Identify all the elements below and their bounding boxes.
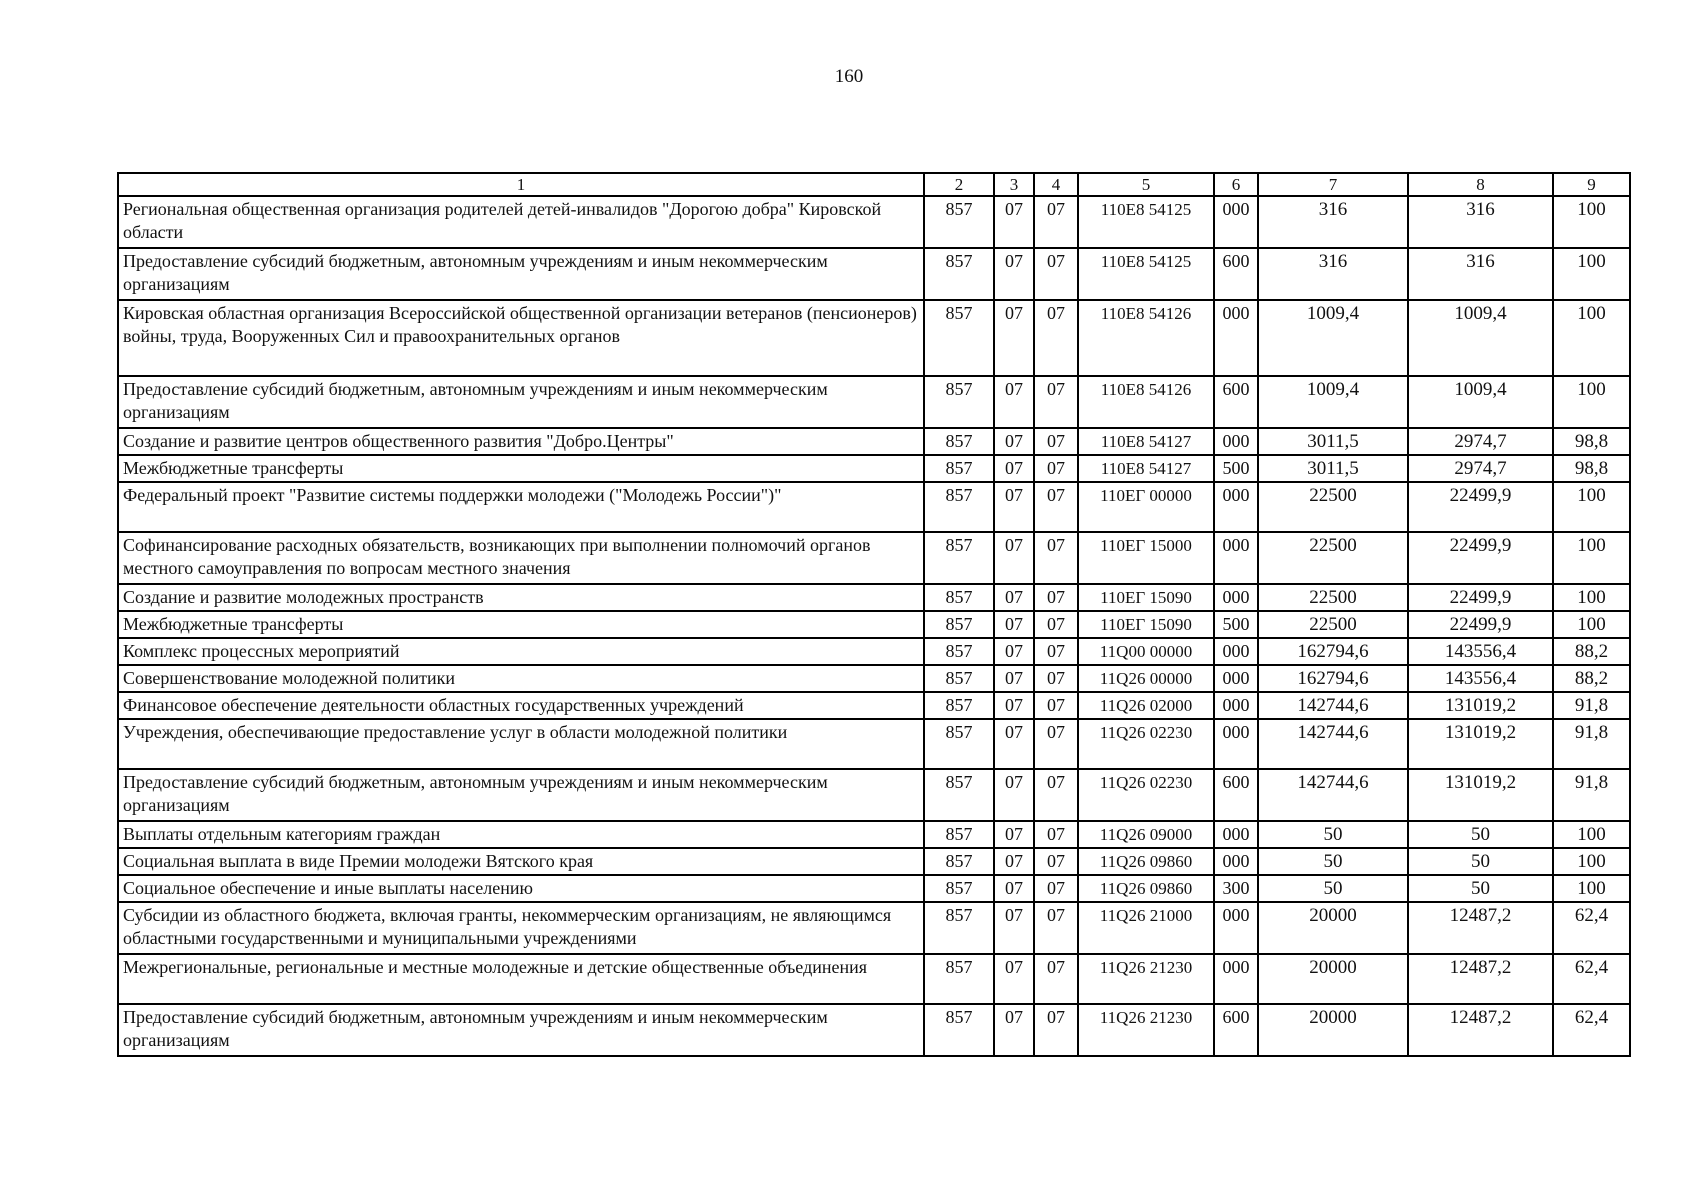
- executed-amount-cell: 131019,2: [1408, 692, 1553, 719]
- target-article-cell: 11Q26 09000: [1078, 821, 1214, 848]
- target-article-cell: 110ЕГ 15090: [1078, 584, 1214, 611]
- subsection-cell: 07: [1034, 196, 1078, 248]
- subsection-cell: 07: [1034, 638, 1078, 665]
- table-row: [118, 611, 1630, 638]
- ministry-code-cell: 857: [924, 848, 994, 875]
- column-header: 3: [994, 173, 1034, 196]
- expense-type-cell: 000: [1214, 532, 1258, 584]
- target-article-cell: 110E8 54127: [1078, 428, 1214, 455]
- ministry-code-cell: 857: [924, 902, 994, 954]
- ministry-code-cell: 857: [924, 300, 994, 376]
- target-article-cell: 11Q26 09860: [1078, 875, 1214, 902]
- ministry-code-cell: 857: [924, 196, 994, 248]
- section-cell: 07: [994, 196, 1034, 248]
- column-header: 2: [924, 173, 994, 196]
- executed-amount-cell: 22499,9: [1408, 611, 1553, 638]
- table-row: [118, 248, 1630, 300]
- section-cell: 07: [994, 769, 1034, 821]
- planned-amount-cell: 3011,5: [1258, 455, 1408, 482]
- executed-amount-cell: 316: [1408, 248, 1553, 300]
- execution-percent-cell: 100: [1553, 875, 1630, 902]
- table-row: [118, 1004, 1630, 1056]
- table-row: [118, 196, 1630, 248]
- section-cell: 07: [994, 532, 1034, 584]
- planned-amount-cell: 1009,4: [1258, 376, 1408, 428]
- section-cell: 07: [994, 248, 1034, 300]
- section-cell: 07: [994, 875, 1034, 902]
- target-article-cell: 110ЕГ 15000: [1078, 532, 1214, 584]
- column-header: 9: [1553, 173, 1630, 196]
- planned-amount-cell: 22500: [1258, 584, 1408, 611]
- subsection-cell: 07: [1034, 719, 1078, 769]
- execution-percent-cell: 100: [1553, 300, 1630, 376]
- target-article-cell: 11Q26 02230: [1078, 719, 1214, 769]
- execution-percent-cell: 100: [1553, 848, 1630, 875]
- planned-amount-cell: 20000: [1258, 954, 1408, 1004]
- section-cell: 07: [994, 455, 1034, 482]
- planned-amount-cell: 22500: [1258, 482, 1408, 532]
- subsection-cell: 07: [1034, 769, 1078, 821]
- planned-amount-cell: 20000: [1258, 1004, 1408, 1056]
- item-name-cell: Межрегиональные, региональные и местные молодежные и детские общественные объединения: [118, 954, 924, 1004]
- table-row: [118, 665, 1630, 692]
- section-cell: 07: [994, 719, 1034, 769]
- ministry-code-cell: 857: [924, 821, 994, 848]
- table-row: [118, 954, 1630, 1004]
- executed-amount-cell: 50: [1408, 821, 1553, 848]
- planned-amount-cell: 142744,6: [1258, 769, 1408, 821]
- planned-amount-cell: 3011,5: [1258, 428, 1408, 455]
- expense-type-cell: 000: [1214, 196, 1258, 248]
- item-name-cell: Кировская областная организация Всероссийской общественной организации ветеранов (пенсионеров) войны, труда, Вооруженных Сил и правоохранительных органов: [118, 300, 924, 376]
- execution-percent-cell: 100: [1553, 584, 1630, 611]
- expense-type-cell: 000: [1214, 300, 1258, 376]
- section-cell: 07: [994, 300, 1034, 376]
- item-name-cell: Предоставление субсидий бюджетным, автономным учреждениям и иным некоммерческим организациям: [118, 376, 924, 428]
- section-cell: 07: [994, 376, 1034, 428]
- planned-amount-cell: 22500: [1258, 611, 1408, 638]
- target-article-cell: 11Q26 00000: [1078, 665, 1214, 692]
- subsection-cell: 07: [1034, 455, 1078, 482]
- execution-percent-cell: 91,8: [1553, 692, 1630, 719]
- expense-type-cell: 600: [1214, 769, 1258, 821]
- executed-amount-cell: 131019,2: [1408, 769, 1553, 821]
- execution-percent-cell: 62,4: [1553, 954, 1630, 1004]
- table-row: [118, 692, 1630, 719]
- table-row: [118, 584, 1630, 611]
- ministry-code-cell: 857: [924, 692, 994, 719]
- item-name-cell: Софинансирование расходных обязательств, возникающих при выполнении полномочий органов местного самоуправления по вопросам местного значения: [118, 532, 924, 584]
- item-name-cell: Предоставление субсидий бюджетным, автономным учреждениям и иным некоммерческим организациям: [118, 1004, 924, 1056]
- subsection-cell: 07: [1034, 1004, 1078, 1056]
- planned-amount-cell: 162794,6: [1258, 665, 1408, 692]
- item-name-cell: Социальное обеспечение и иные выплаты населению: [118, 875, 924, 902]
- item-name-cell: Социальная выплата в виде Премии молодежи Вятского края: [118, 848, 924, 875]
- item-name-cell: Межбюджетные трансферты: [118, 611, 924, 638]
- subsection-cell: 07: [1034, 482, 1078, 532]
- execution-percent-cell: 100: [1553, 821, 1630, 848]
- execution-percent-cell: 91,8: [1553, 769, 1630, 821]
- item-name-cell: Совершенствование молодежной политики: [118, 665, 924, 692]
- target-article-cell: 11Q26 21230: [1078, 1004, 1214, 1056]
- expense-type-cell: 000: [1214, 954, 1258, 1004]
- planned-amount-cell: 162794,6: [1258, 638, 1408, 665]
- table-row: [118, 455, 1630, 482]
- subsection-cell: 07: [1034, 300, 1078, 376]
- target-article-cell: 110E8 54127: [1078, 455, 1214, 482]
- subsection-cell: 07: [1034, 875, 1078, 902]
- planned-amount-cell: 22500: [1258, 532, 1408, 584]
- target-article-cell: 11Q00 00000: [1078, 638, 1214, 665]
- table-row: [118, 300, 1630, 376]
- execution-percent-cell: 62,4: [1553, 902, 1630, 954]
- target-article-cell: 110E8 54125: [1078, 196, 1214, 248]
- item-name-cell: Финансовое обеспечение деятельности областных государственных учреждений: [118, 692, 924, 719]
- executed-amount-cell: 316: [1408, 196, 1553, 248]
- ministry-code-cell: 857: [924, 428, 994, 455]
- subsection-cell: 07: [1034, 611, 1078, 638]
- item-name-cell: Комплекс процессных мероприятий: [118, 638, 924, 665]
- target-article-cell: 110E8 54125: [1078, 248, 1214, 300]
- planned-amount-cell: 20000: [1258, 902, 1408, 954]
- subsection-cell: 07: [1034, 584, 1078, 611]
- section-cell: 07: [994, 902, 1034, 954]
- expense-type-cell: 600: [1214, 1004, 1258, 1056]
- table-body: [118, 196, 1630, 1056]
- item-name-cell: Предоставление субсидий бюджетным, автономным учреждениям и иным некоммерческим организациям: [118, 769, 924, 821]
- expense-type-cell: 600: [1214, 248, 1258, 300]
- expense-type-cell: 500: [1214, 455, 1258, 482]
- section-cell: 07: [994, 821, 1034, 848]
- target-article-cell: 11Q26 09860: [1078, 848, 1214, 875]
- ministry-code-cell: 857: [924, 376, 994, 428]
- table-row: [118, 532, 1630, 584]
- section-cell: 07: [994, 482, 1034, 532]
- planned-amount-cell: 50: [1258, 875, 1408, 902]
- subsection-cell: 07: [1034, 665, 1078, 692]
- target-article-cell: 110E8 54126: [1078, 300, 1214, 376]
- target-article-cell: 11Q26 21000: [1078, 902, 1214, 954]
- expense-type-cell: 000: [1214, 692, 1258, 719]
- execution-percent-cell: 88,2: [1553, 665, 1630, 692]
- execution-percent-cell: 100: [1553, 376, 1630, 428]
- expense-type-cell: 000: [1214, 428, 1258, 455]
- executed-amount-cell: 2974,7: [1408, 455, 1553, 482]
- planned-amount-cell: 50: [1258, 848, 1408, 875]
- ministry-code-cell: 857: [924, 455, 994, 482]
- executed-amount-cell: 50: [1408, 848, 1553, 875]
- execution-percent-cell: 100: [1553, 196, 1630, 248]
- ministry-code-cell: 857: [924, 638, 994, 665]
- executed-amount-cell: 22499,9: [1408, 584, 1553, 611]
- target-article-cell: 11Q26 02000: [1078, 692, 1214, 719]
- section-cell: 07: [994, 954, 1034, 1004]
- expense-type-cell: 600: [1214, 376, 1258, 428]
- executed-amount-cell: 12487,2: [1408, 954, 1553, 1004]
- subsection-cell: 07: [1034, 376, 1078, 428]
- ministry-code-cell: 857: [924, 532, 994, 584]
- section-cell: 07: [994, 692, 1034, 719]
- table-row: [118, 428, 1630, 455]
- planned-amount-cell: 50: [1258, 821, 1408, 848]
- expense-type-cell: 000: [1214, 638, 1258, 665]
- ministry-code-cell: 857: [924, 248, 994, 300]
- planned-amount-cell: 142744,6: [1258, 692, 1408, 719]
- table-row: [118, 769, 1630, 821]
- item-name-cell: Создание и развитие центров общественного развития "Добро.Центры": [118, 428, 924, 455]
- table-row: [118, 638, 1630, 665]
- subsection-cell: 07: [1034, 821, 1078, 848]
- column-header: 6: [1214, 173, 1258, 196]
- item-name-cell: Создание и развитие молодежных пространств: [118, 584, 924, 611]
- item-name-cell: Учреждения, обеспечивающие предоставление услуг в области молодежной политики: [118, 719, 924, 769]
- execution-percent-cell: 98,8: [1553, 428, 1630, 455]
- subsection-cell: 07: [1034, 692, 1078, 719]
- table-row: [118, 848, 1630, 875]
- expense-type-cell: 300: [1214, 875, 1258, 902]
- ministry-code-cell: 857: [924, 954, 994, 1004]
- expense-type-cell: 000: [1214, 821, 1258, 848]
- execution-percent-cell: 88,2: [1553, 638, 1630, 665]
- target-article-cell: 110E8 54126: [1078, 376, 1214, 428]
- item-name-cell: Межбюджетные трансферты: [118, 455, 924, 482]
- column-header: 4: [1034, 173, 1078, 196]
- execution-percent-cell: 100: [1553, 611, 1630, 638]
- planned-amount-cell: 316: [1258, 248, 1408, 300]
- executed-amount-cell: 22499,9: [1408, 532, 1553, 584]
- executed-amount-cell: 12487,2: [1408, 902, 1553, 954]
- table-header-row: [118, 173, 1630, 196]
- executed-amount-cell: 1009,4: [1408, 376, 1553, 428]
- ministry-code-cell: 857: [924, 769, 994, 821]
- table-row: [118, 719, 1630, 769]
- executed-amount-cell: 22499,9: [1408, 482, 1553, 532]
- executed-amount-cell: 50: [1408, 875, 1553, 902]
- page-number: 160: [834, 66, 864, 87]
- item-name-cell: Выплаты отдельным категориям граждан: [118, 821, 924, 848]
- target-article-cell: 11Q26 21230: [1078, 954, 1214, 1004]
- executed-amount-cell: 131019,2: [1408, 719, 1553, 769]
- execution-percent-cell: 100: [1553, 482, 1630, 532]
- subsection-cell: 07: [1034, 532, 1078, 584]
- executed-amount-cell: 143556,4: [1408, 638, 1553, 665]
- column-header: 1: [118, 173, 924, 196]
- executed-amount-cell: 1009,4: [1408, 300, 1553, 376]
- executed-amount-cell: 12487,2: [1408, 1004, 1553, 1056]
- section-cell: 07: [994, 611, 1034, 638]
- table-row: [118, 821, 1630, 848]
- expense-type-cell: 000: [1214, 665, 1258, 692]
- table-row: [118, 875, 1630, 902]
- execution-percent-cell: 100: [1553, 248, 1630, 300]
- section-cell: 07: [994, 428, 1034, 455]
- ministry-code-cell: 857: [924, 1004, 994, 1056]
- execution-percent-cell: 91,8: [1553, 719, 1630, 769]
- execution-percent-cell: 62,4: [1553, 1004, 1630, 1056]
- budget-table: [117, 172, 1631, 1057]
- subsection-cell: 07: [1034, 428, 1078, 455]
- expense-type-cell: 000: [1214, 584, 1258, 611]
- planned-amount-cell: 1009,4: [1258, 300, 1408, 376]
- section-cell: 07: [994, 1004, 1034, 1056]
- execution-percent-cell: 98,8: [1553, 455, 1630, 482]
- subsection-cell: 07: [1034, 248, 1078, 300]
- planned-amount-cell: 142744,6: [1258, 719, 1408, 769]
- subsection-cell: 07: [1034, 902, 1078, 954]
- subsection-cell: 07: [1034, 848, 1078, 875]
- ministry-code-cell: 857: [924, 611, 994, 638]
- planned-amount-cell: 316: [1258, 196, 1408, 248]
- item-name-cell: Региональная общественная организация родителей детей-инвалидов "Дорогою добра" Кировской области: [118, 196, 924, 248]
- table-row: [118, 376, 1630, 428]
- ministry-code-cell: 857: [924, 482, 994, 532]
- column-header: 7: [1258, 173, 1408, 196]
- section-cell: 07: [994, 584, 1034, 611]
- target-article-cell: 11Q26 02230: [1078, 769, 1214, 821]
- ministry-code-cell: 857: [924, 719, 994, 769]
- item-name-cell: Субсидии из областного бюджета, включая гранты, некоммерческим организациям, не являющимся областными государственными и муниципальными учреждениями: [118, 902, 924, 954]
- subsection-cell: 07: [1034, 954, 1078, 1004]
- section-cell: 07: [994, 848, 1034, 875]
- ministry-code-cell: 857: [924, 665, 994, 692]
- executed-amount-cell: 143556,4: [1408, 665, 1553, 692]
- section-cell: 07: [994, 665, 1034, 692]
- target-article-cell: 110ЕГ 00000: [1078, 482, 1214, 532]
- target-article-cell: 110ЕГ 15090: [1078, 611, 1214, 638]
- item-name-cell: Предоставление субсидий бюджетным, автономным учреждениям и иным некоммерческим организациям: [118, 248, 924, 300]
- expense-type-cell: 000: [1214, 902, 1258, 954]
- executed-amount-cell: 2974,7: [1408, 428, 1553, 455]
- expense-type-cell: 000: [1214, 482, 1258, 532]
- execution-percent-cell: 100: [1553, 532, 1630, 584]
- section-cell: 07: [994, 638, 1034, 665]
- item-name-cell: Федеральный проект "Развитие системы поддержки молодежи ("Молодежь России")": [118, 482, 924, 532]
- column-header: 8: [1408, 173, 1553, 196]
- ministry-code-cell: 857: [924, 584, 994, 611]
- ministry-code-cell: 857: [924, 875, 994, 902]
- expense-type-cell: 000: [1214, 719, 1258, 769]
- table-row: [118, 902, 1630, 954]
- expense-type-cell: 500: [1214, 611, 1258, 638]
- expense-type-cell: 000: [1214, 848, 1258, 875]
- table-row: [118, 482, 1630, 532]
- column-header: 5: [1078, 173, 1214, 196]
